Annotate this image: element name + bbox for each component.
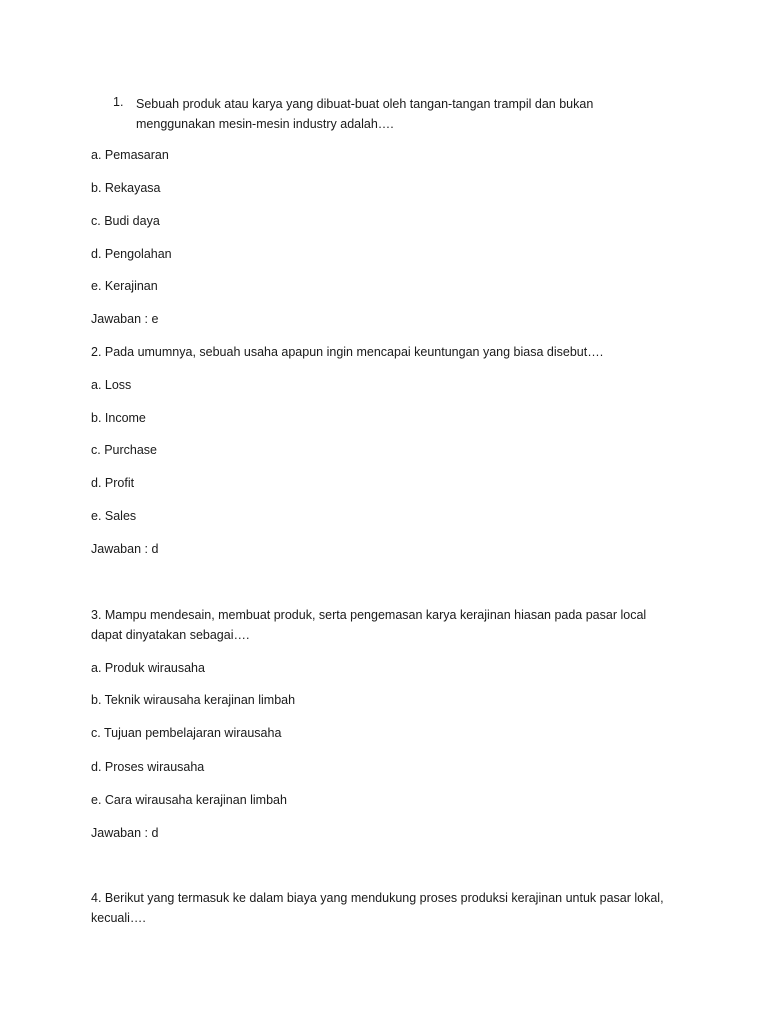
question-3-answer: Jawaban : d [91,826,159,840]
question-4-text: 4. Berikut yang termasuk ke dalam biaya yang mendukung proses produksi kerajinan untuk pasar lokal, kecuali…. [91,891,664,925]
question-1-option-d: d. Pengolahan [91,247,172,261]
question-2-option-d: d. Profit [91,476,135,490]
question-1-option-e: e. Kerajinan [91,279,158,293]
question-1-option-b: b. Rekayasa [91,181,161,195]
question-2-option-b: b. Income [91,411,146,425]
question-2-option-c: c. Purchase [91,443,158,457]
question-1-option-a: a. Pemasaran [91,148,169,162]
question-1-answer: Jawaban : e [91,312,159,326]
question-3-option-a: a. Produk wirausaha [91,661,205,675]
question-3-option-c: c. Tujuan pembelajaran wirausaha [91,726,282,740]
question-1-text: Sebuah produk atau karya yang dibuat-buat oleh tangan-tangan trampil dan bukan menggunakan mesin-mesin industry adalah…. [136,97,594,131]
question-3-text: 3. Mampu mendesain, membuat produk, serta pengemasan karya kerajinan hiasan pada pasar local dapat dinyatakan sebagai…. [91,608,647,642]
question-3-option-d: d. Proses wirausaha [91,760,205,774]
question-2-option-e: e. Sales [91,509,137,523]
question-2-text: 2. Pada umumnya, sebuah usaha apapun ingin mencapai keuntungan yang biasa disebut…. [91,345,604,359]
question-3-option-b: b. Teknik wirausaha kerajinan limbah [91,693,296,707]
question-2-option-a: a. Loss [91,378,132,392]
question-1-number: 1. [113,95,124,109]
question-1-option-c: c. Budi daya [91,214,160,228]
question-2-answer: Jawaban : d [91,542,159,556]
question-3-option-e: e. Cara wirausaha kerajinan limbah [91,793,287,807]
